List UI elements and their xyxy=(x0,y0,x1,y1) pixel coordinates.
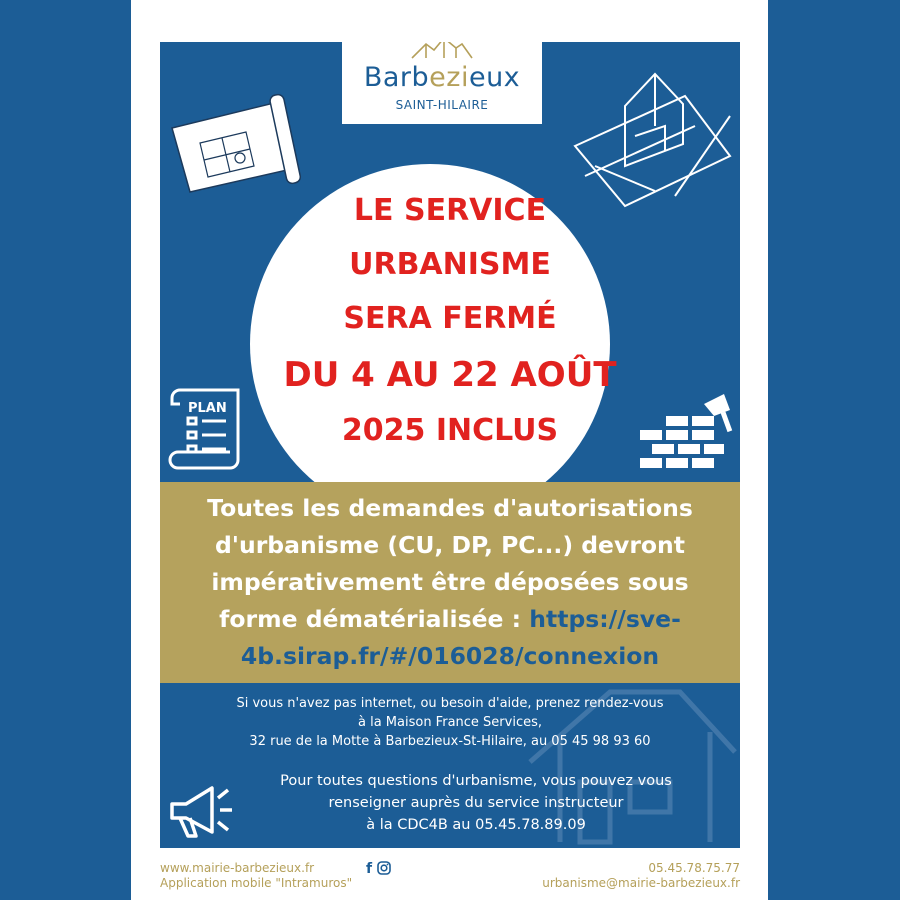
questions-line-3: à la CDC4B au 05.45.78.89.09 xyxy=(366,817,586,833)
footer-left xyxy=(160,861,352,891)
poster xyxy=(160,42,740,848)
headline-line-2: URBANISME xyxy=(349,247,551,282)
help-line-3: 32 rue de la Motte à Barbezieux-St-Hilaire, au 05 45 98 93 60 xyxy=(249,734,651,749)
logo-subtitle: SAINT-HILAIRE xyxy=(395,98,489,112)
blueprint-icon xyxy=(166,88,316,198)
footer-right xyxy=(542,861,740,891)
sve-link[interactable]: https://sve-4b.sirap.fr/#/016028/connexion xyxy=(240,605,681,670)
notice-text: Toutes les demandes d'autorisations d'urbanisme (CU, DP, PC...) devront impérativement être déposées sous forme dématérialisée : xyxy=(207,494,693,633)
social-icons xyxy=(366,861,391,877)
facebook-icon[interactable]: f xyxy=(366,861,373,877)
svg-text:PLAN: PLAN xyxy=(188,401,227,416)
email-link[interactable]: urbanisme@mairie-barbezieux.fr xyxy=(542,876,740,890)
roof-logo-icon xyxy=(410,42,474,60)
help-line-1: Si vous n'avez pas internet, ou besoin d'aide, prenez rendez-vous xyxy=(236,696,664,711)
help-line-2: à la Maison France Services, xyxy=(357,715,542,730)
plan-scroll-icon xyxy=(168,382,258,472)
logo-name: Barbezieux xyxy=(363,62,521,93)
online-submission-notice xyxy=(160,482,740,683)
app-mention: Application mobile "Intramuros" xyxy=(160,876,353,890)
headline-line-1: LE SERVICE xyxy=(353,193,547,228)
phone-number[interactable]: 05.45.78.75.77 xyxy=(648,861,740,875)
instagram-icon[interactable] xyxy=(377,861,391,875)
questions-line-2: renseigner auprès du service instructeur xyxy=(328,795,624,811)
questions-line-1: Pour toutes questions d'urbanisme, vous pouvez vous xyxy=(280,773,672,789)
questions-info xyxy=(222,770,730,836)
headline-line-5: 2025 INCLUS xyxy=(341,413,559,448)
headline-line-4: DU 4 AU 22 AOÛT xyxy=(283,355,617,395)
logo xyxy=(342,42,542,124)
headline-line-3: SERA FERMÉ xyxy=(343,301,557,336)
website-link[interactable]: www.mairie-barbezieux.fr xyxy=(160,861,315,875)
brick-wall-icon xyxy=(638,390,738,470)
help-info xyxy=(170,694,730,751)
